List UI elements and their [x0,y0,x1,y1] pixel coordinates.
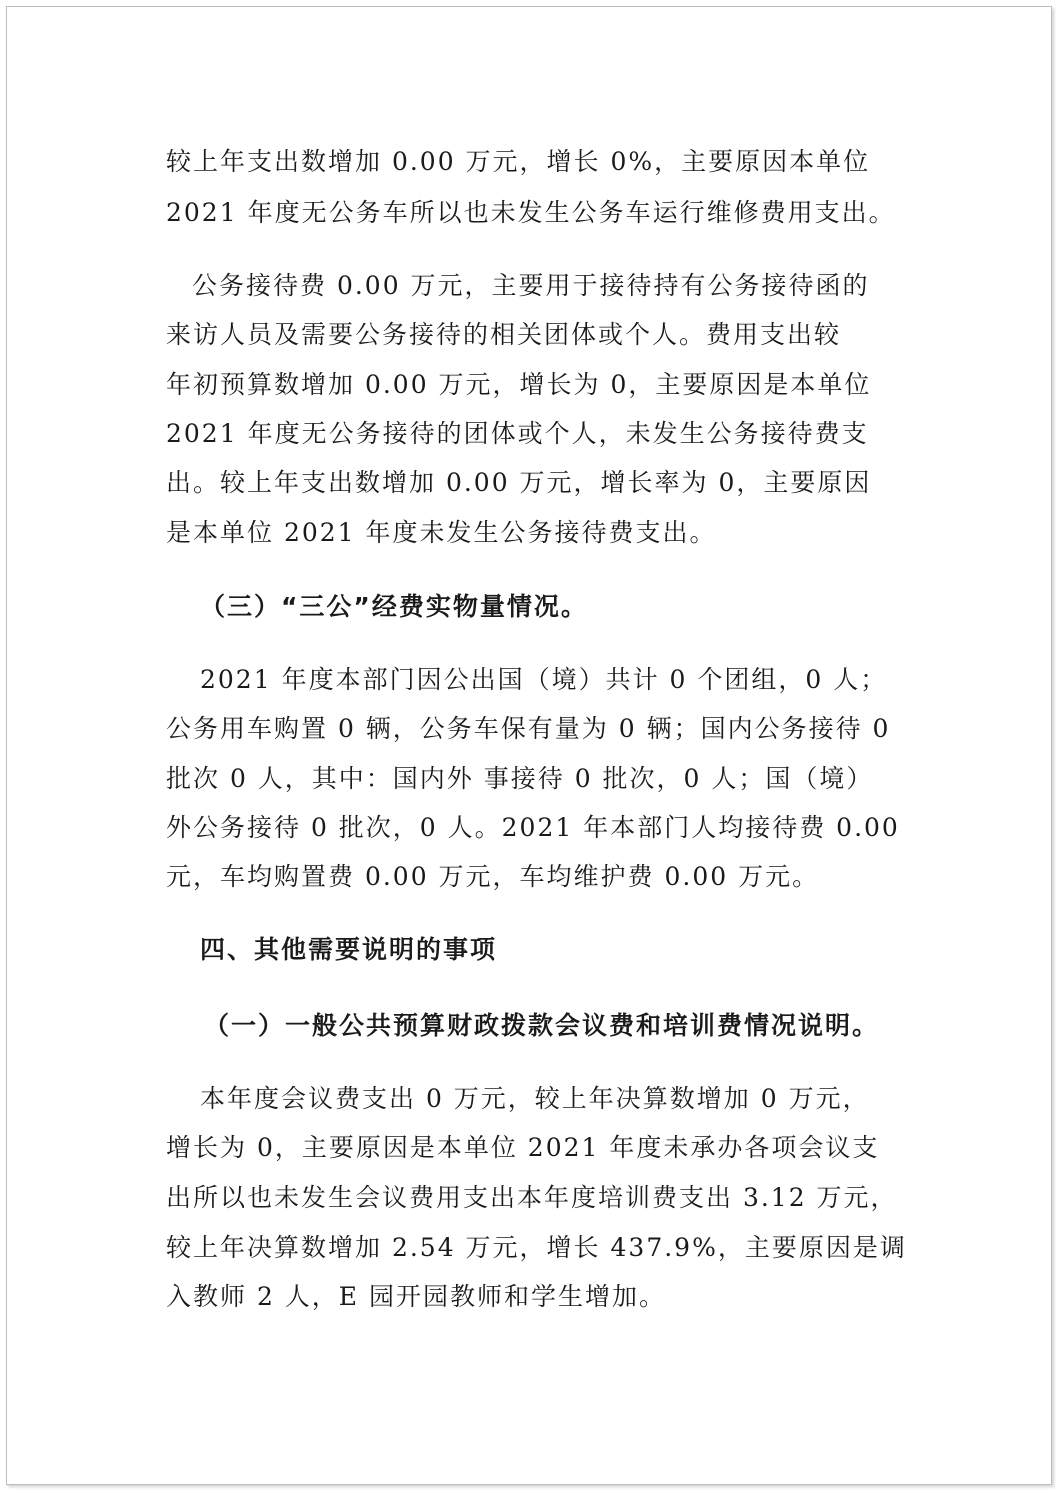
paragraph-2-line-1: 公务接待费 0.00 万元，主要用于接待持有公务接待函的 [192,271,870,300]
paragraph-3-line-1: 2021 年度本部门因公出国（境）共计 0 个团组，0 人； [200,665,888,694]
paragraph-2-line-2: 来访人员及需要公务接待的相关团体或个人。费用支出较 [166,320,842,349]
paragraph-1-line-1: 较上年支出数增加 0.00 万元，增长 0%，主要原因本单位 [166,147,871,176]
paragraph-2-line-4: 2021 年度无公务接待的团体或个人，未发生公务接待费支 [166,419,869,448]
paragraph-3-line-4: 外公务接待 0 批次，0 人。2021 年本部门人均接待费 0.00 [166,813,900,842]
paragraph-2-line-3: 年初预算数增加 0.00 万元，增长为 0，主要原因是本单位 [166,370,872,399]
paragraph-3-line-5: 元，车均购置费 0.00 万元，车均维护费 0.00 万元。 [166,862,820,891]
paragraph-4-line-2: 增长为 0，主要原因是本单位 2021 年度未承办各项会议支 [166,1133,880,1162]
paragraph-3-line-2: 公务用车购置 0 辆，公务车保有量为 0 辆；国内公务接待 0 [166,714,891,743]
paragraph-3-line-3: 批次 0 人，其中：国内外 事接待 0 批次，0 人；国（境） [166,764,874,793]
subheading-three: （三）“三公”经费实物量情况。 [200,592,588,621]
paragraph-4-line-1: 本年度会议费支出 0 万元，较上年决算数增加 0 万元， [200,1084,870,1113]
paragraph-4-line-3: 出所以也未发生会议费用支出本年度培训费支出 3.12 万元， [166,1183,898,1212]
paragraph-2-line-6: 是本单位 2021 年度未发生公务接待费支出。 [166,518,717,547]
section-four-heading: 四、其他需要说明的事项 [200,935,498,964]
paragraph-4-line-4: 较上年决算数增加 2.54 万元，增长 437.9%，主要原因是调 [166,1233,907,1262]
paragraph-2-line-5: 出。较上年支出数增加 0.00 万元，增长率为 0，主要原因 [166,468,872,497]
subheading-one: （一）一般公共预算财政拨款会议费和培训费情况说明。 [204,1011,880,1040]
paragraph-1-line-2: 2021 年度无公务车所以也未发生公务车运行维修费用支出。 [166,198,896,227]
paragraph-4-line-5: 入教师 2 人，E 园开园教师和学生增加。 [166,1282,666,1311]
